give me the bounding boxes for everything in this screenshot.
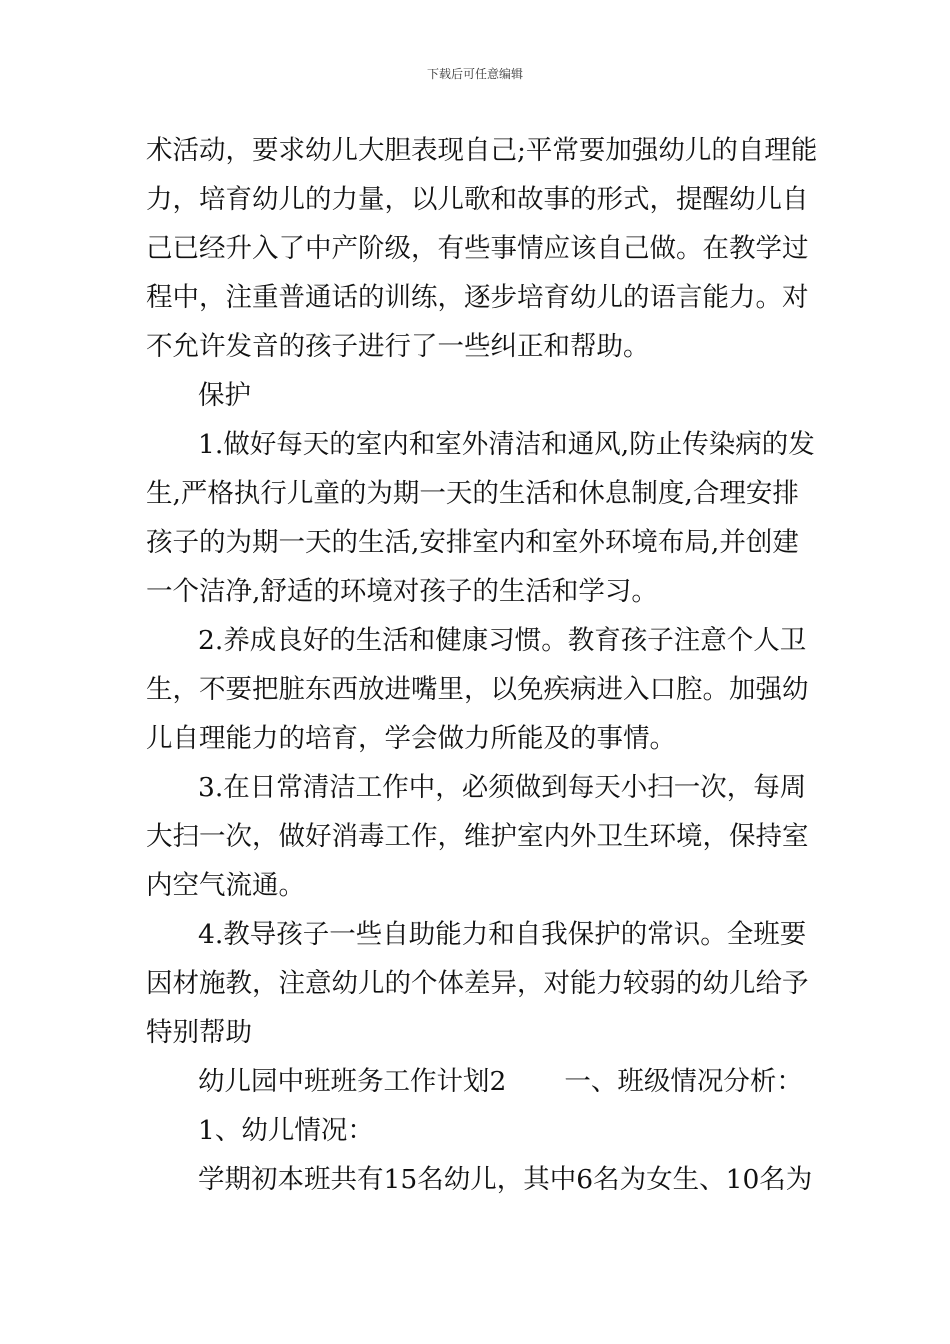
text-line: 不允许发音的孩子进行了一些纠正和帮助。: [146, 331, 650, 362]
section-subtitle: 一、班级情况分析：: [564, 1066, 803, 1097]
plan-title-line: [146, 1057, 816, 1106]
text-line: 一个洁净,舒适的环境对孩子的生活和学习。: [146, 576, 658, 607]
text-line: 1.做好每天的室内和室外清洁和通风,防止传染病的发: [198, 429, 815, 460]
text-line: 大扫一次，做好消毒工作，维护室内外卫生环境，保持室: [146, 821, 809, 852]
text-line: 术活动，要求幼儿大胆表现自己;平常要加强幼儿的自理能: [146, 135, 818, 166]
text-line: 力，培育幼儿的力量，以儿歌和故事的形式，提醒幼儿自: [146, 184, 809, 215]
text-line: 因材施教，注意幼儿的个体差异，对能力较弱的幼儿给予: [146, 968, 809, 999]
text-line: 4.教导孩子一些自助能力和自我保护的常识。全班要: [198, 919, 807, 950]
text-line: 儿自理能力的培育，学会做力所能及的事情。: [146, 723, 676, 754]
subsection-heading: 1、幼儿情况：: [198, 1115, 374, 1146]
document-body: [146, 126, 816, 1204]
text-line: 特别帮助: [146, 1017, 252, 1048]
text-line: 3.在日常清洁工作中，必须做到每天小扫一次，每周: [198, 772, 807, 803]
text-line: 内空气流通。: [146, 870, 305, 901]
text-line: 生，不要把脏东西放进嘴里，以免疾病进入口腔。加强幼: [146, 674, 809, 705]
text-line: 程中，注重普通话的训练，逐步培育幼儿的语言能力。对: [146, 282, 809, 313]
text-line: 孩子的为期一天的生活,安排室内和室外环境布局,并创建: [146, 527, 799, 558]
text-line: 学期初本班共有15名幼儿，其中6名为女生、10名为: [198, 1164, 813, 1195]
section-heading: 保护: [198, 380, 251, 411]
text-line: 2.养成良好的生活和健康习惯。教育孩子注意个人卫: [198, 625, 807, 656]
text-line: 生,严格执行儿童的为期一天的生活和休息制度,合理安排: [146, 478, 799, 509]
text-line: 己已经升入了中产阶级，有些事情应该自己做。在教学过: [146, 233, 809, 264]
page-header: 下载后可任意编辑: [426, 67, 523, 81]
plan-title: 幼儿园中班班务工作计划2: [198, 1066, 507, 1097]
